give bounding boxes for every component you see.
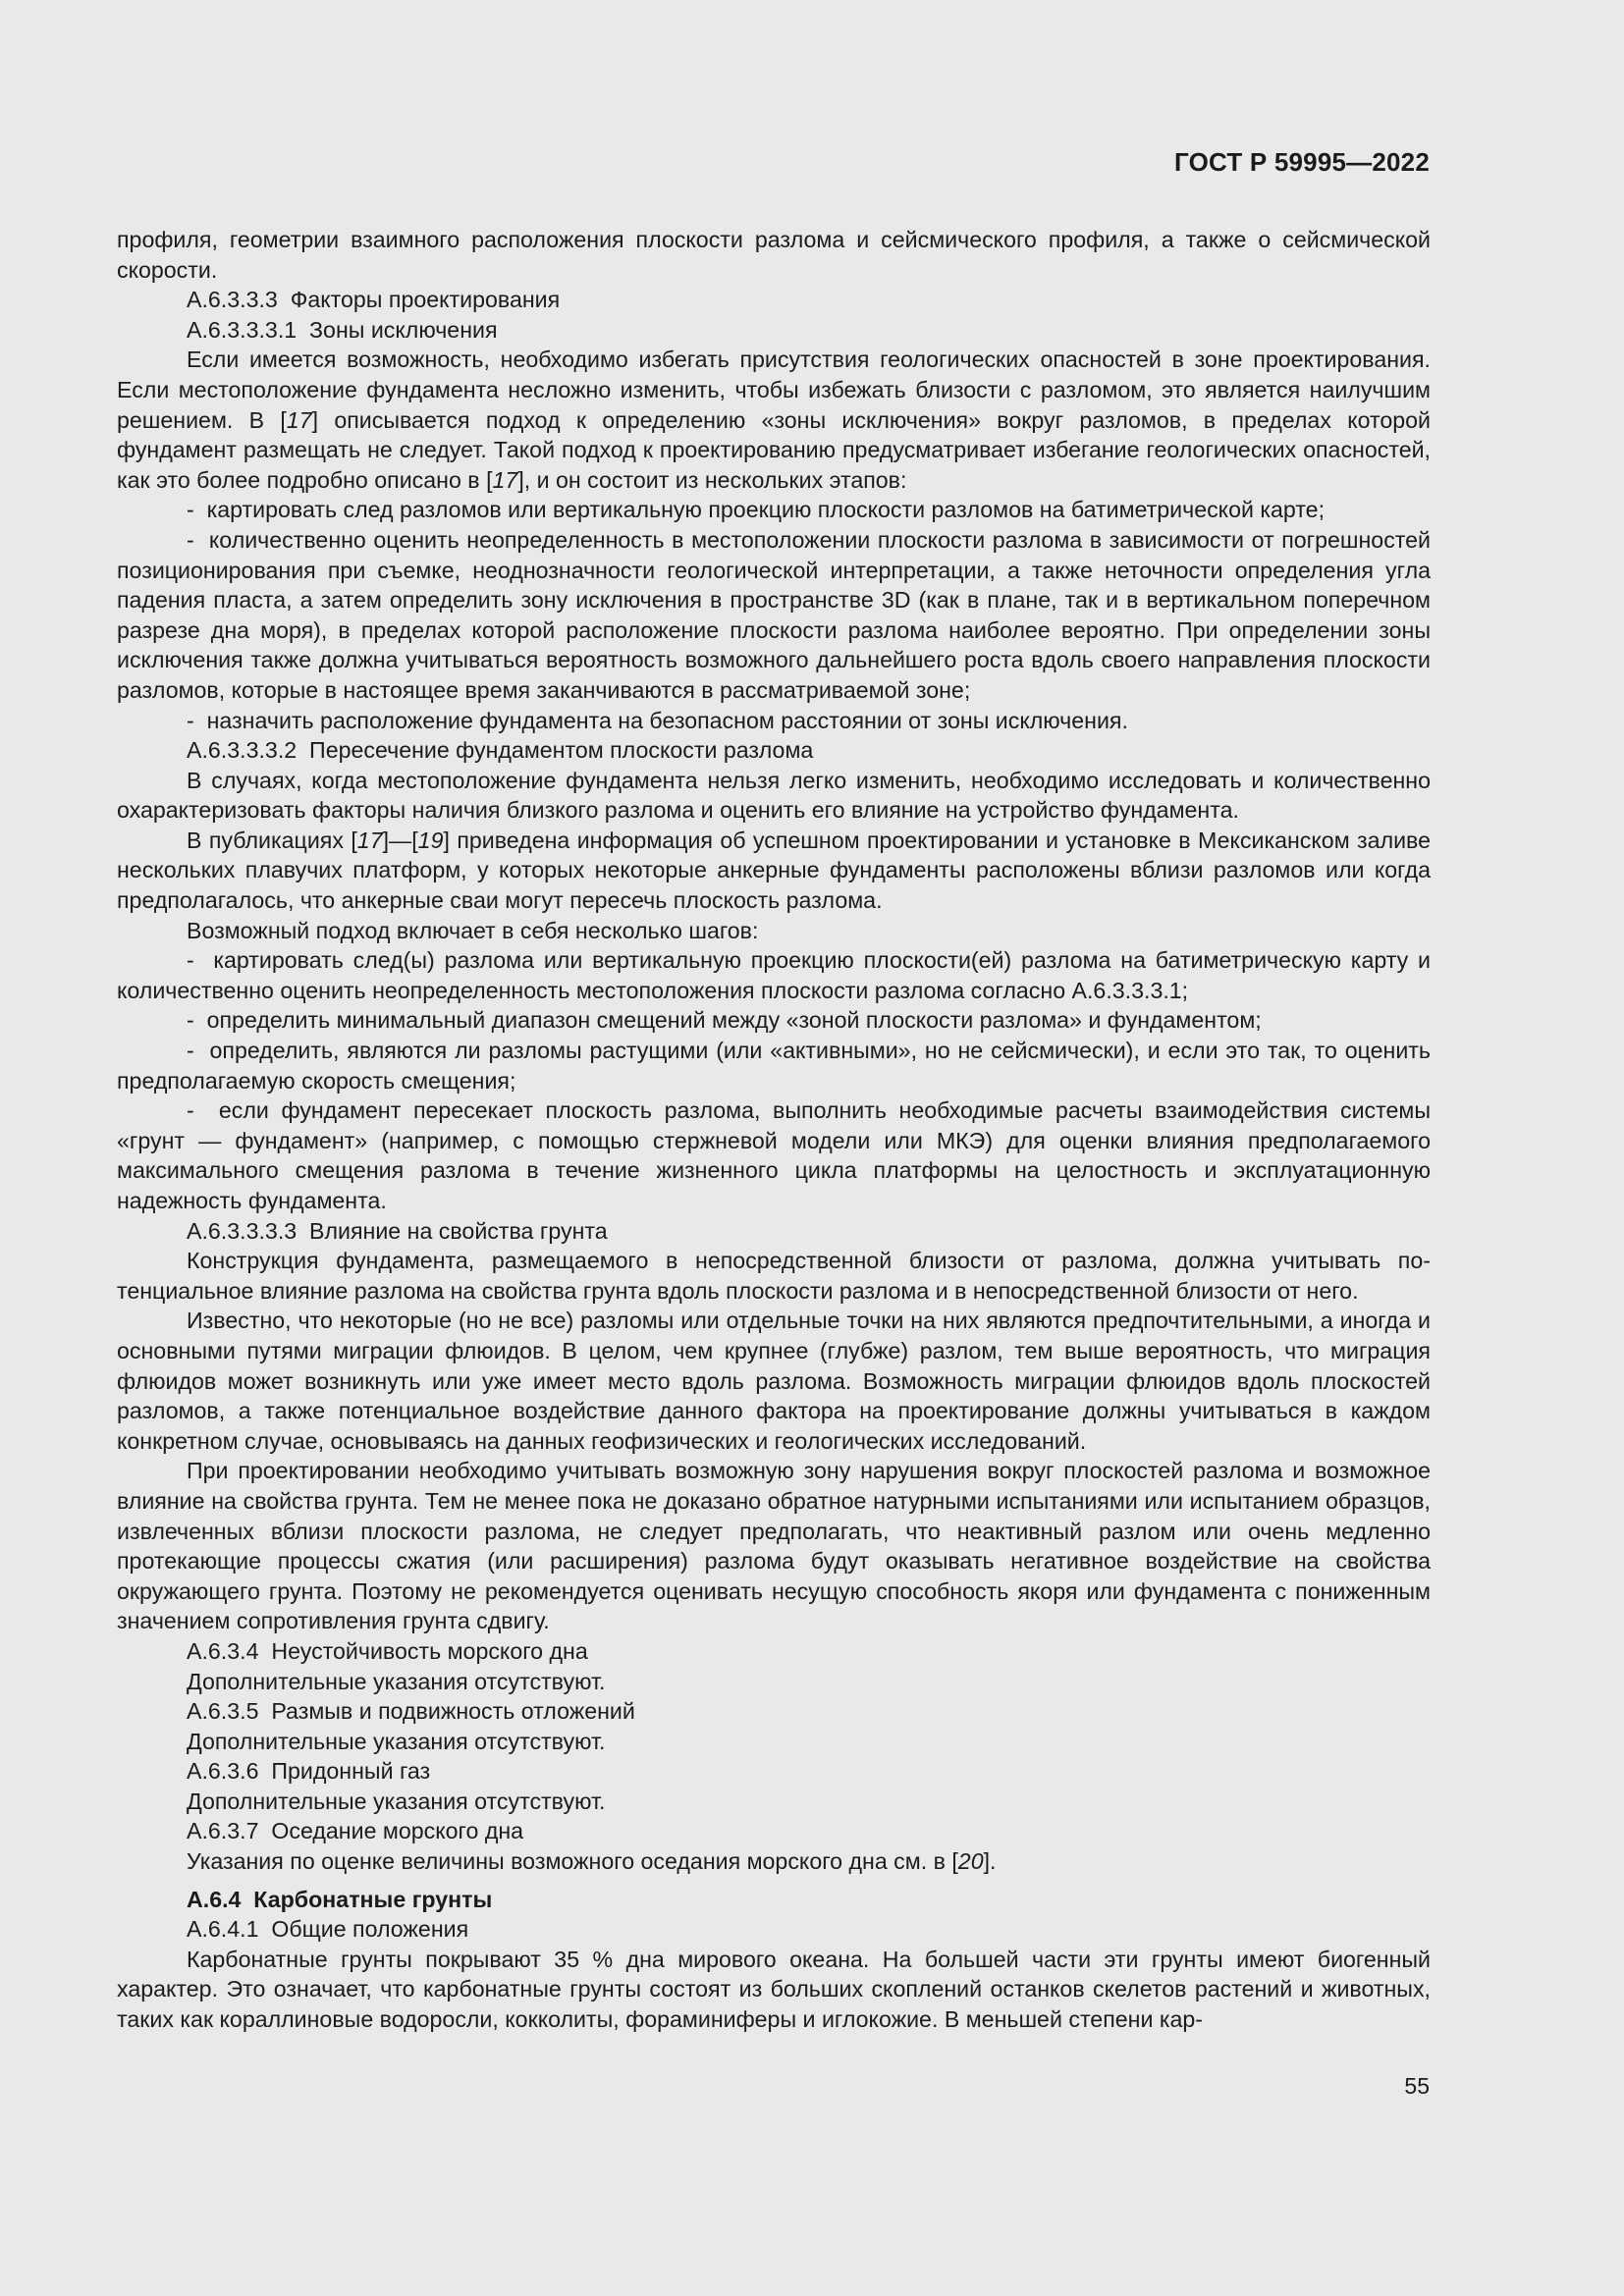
section-heading: А.6.3.5 Размыв и подвижность отложений: [187, 1698, 635, 1725]
section-heading: Дополнительные указания отсутствуют.: [187, 1728, 606, 1754]
body-paragraph: профиля, геометрии взаимного расположения плоскости разлома и сейсмического профиля, а также о сейсмической скорости.: [117, 227, 1431, 283]
body-paragraph: Возможный подход включает в себя несколько шагов:: [187, 917, 759, 943]
section-heading: А.6.3.3.3.2 Пересечение фундаментом плоскости разлома: [187, 737, 814, 764]
list-item: - определить минимальный диапазон смещений между «зоной плоскости разлома» и фундаментом;: [187, 1007, 1262, 1034]
list-item: - картировать след(ы) разлома или вертикальную проекцию плоскости(ей) разлома на батиметрическую карту и количественно оценить неопределенность местоположения плоскости разлома согласно А.6.3.3.3.1;: [117, 947, 1431, 1003]
body-paragraph: Карбонатные грунты покрывают 35 % дна мирового океана. На большей части эти грунты имеют биогенный характер. Это означает, что карбонатные грунты состоят из больших скоплений останков скелетов растений и животных, таких как кораллиновые водоросли, кокколиты, фораминиферы и иглокожие. В меньшей степени кар-: [117, 1946, 1431, 2033]
page-number: 55: [1404, 2073, 1430, 2099]
section-heading: Дополнительные указания отсутствуют.: [187, 1668, 606, 1694]
body-paragraph: При проектировании необходимо учитывать возможную зону нарушения вокруг плоскостей разлома и возможное влияние на свойства грунта. Тем не менее пока не доказано обратное натурными испытаниями или испытанием образцов, извлеченных вблизи плоскости разлома, не следует предполагать, что неактивный разлом или очень медленно протекающие процессы сжатия (или расширения) разлома будут оказывать негативное воздействие на свойства окружающего грунта. Поэтому не рекомендуется оценивать несущую способность якоря или фундамента с пониженным значением сопротивления грунта сдвигу.: [117, 1458, 1431, 1634]
section-heading: А.6.3.3.3.1 Зоны исключения: [187, 316, 498, 343]
body-paragraph: Конструкция фундамента, размещаемого в непосредственной близости от разлома, должна учитывать потенциальное влияние разлома на свойства грунта вдоль плоскости разлома и в непосредственной близости от него.: [117, 1248, 1431, 1304]
body-paragraph: Если имеется возможность, необходимо избегать присутствия геологических опасностей в зоне проектирования. Если местоположение фундамента несложно изменить, чтобы избежать близости с разломом, это является наилучшим решением. В [17] описывается подход к определению «зоны исключения» вокруг разломов, в пределах которой фундамент размещать не следует. Такой подход к проектированию предусматривает избегание геологических опасностей, как это более подробно описано в [17], и он состоит из нескольких этапов:: [117, 347, 1431, 493]
document-body: [117, 225, 1431, 2035]
list-item: - количественно оценить неопределенность в местоположении плоскости разлома в зависимости от погрешностей позиционирования при съемке, неоднозначности геологической интерпретации, а также неточности определения угла падения пласта, а затем определить зону исключения в пространстве 3D (как в плане, так и в вертикальном поперечном разрезе дна моря), в пределах которой расположение плоскости разлома наиболее вероятно. При определении зоны исключения также должна учитываться вероятность возможного дальнейшего роста вдоль своего направления плоскости разломов, которые в настоящее время заканчиваются в рассматриваемой зоне;: [117, 526, 1431, 703]
section-heading: А.6.3.7 Оседание морского дна: [187, 1818, 524, 1844]
section-heading: А.6.3.3.3 Факторы проектирования: [187, 287, 561, 313]
section-heading: Дополнительные указания отсутствуют.: [187, 1788, 606, 1814]
section-heading: А.6.3.4 Неустойчивость морского дна: [187, 1637, 588, 1664]
body-paragraph: В публикациях [17]—[19] приведена информация об успешном проектировании и установке в Мексиканском заливе нескольких плавучих платформ, у которых некоторые анкерные фундаменты расположены вблизи разломов или когда предполагалось, что анкерные сваи могут пересечь плоскость разлома.: [117, 827, 1432, 914]
section-heading: А.6.4 Карбонатные грунты: [187, 1886, 493, 1912]
section-heading: Указания по оценке величины возможного оседания морского дна см. в [20].: [187, 1848, 997, 1875]
section-heading: А.6.4.1 Общие положения: [187, 1916, 469, 1943]
body-paragraph: В случаях, когда местоположение фундамента нельзя легко изменить, необходимо исследовать и количественно охарактеризовать факторы наличия близкого разлома и оценить его влияние на устройство фундамента.: [117, 767, 1431, 824]
list-item: - картировать след разломов или вертикальную проекцию плоскости разломов на батиметрической карте;: [187, 497, 1326, 523]
list-item: - определить, являются ли разломы растущими (или «активными», но не сейсмически), и если это так, то оценить предполагаемую скорость смещения;: [117, 1038, 1431, 1094]
list-item: - назначить расположение фундамента на безопасном расстоянии от зоны исключения.: [187, 707, 1128, 733]
section-heading: А.6.3.6 Придонный газ: [187, 1758, 431, 1785]
body-paragraph: Известно, что некоторые (но не все) разломы или отдельные точки на них являются предпочтительными, а иногда и основными путями миграции флюидов. В целом, чем крупнее (глубже) разлом, тем выше вероятность, что миграция флюидов может возникнуть или уже имеет место вдоль разлома. Возможность миграции флюидов вдоль плоскостей разломов, а также потенциальное воздействие данного фактора на проектирование должны учитываться в каждом конкретном случае, основываясь на данных геофизических и геологических исследований.: [117, 1308, 1431, 1454]
section-heading: А.6.3.3.3.3 Влияние на свойства грунта: [187, 1217, 608, 1244]
list-item: - если фундамент пересекает плоскость разлома, выполнить необходимые расчеты взаимодействия системы «грунт — фундамент» (например, с помощью стержневой модели или МКЭ) для оценки влияния предполагаемого максимального смещения разлома в течение жизненного цикла платформы на целостность и эксплуатационную надежность фундамента.: [117, 1097, 1431, 1213]
document-code-header: ГОСТ Р 59995—2022: [1174, 147, 1430, 177]
